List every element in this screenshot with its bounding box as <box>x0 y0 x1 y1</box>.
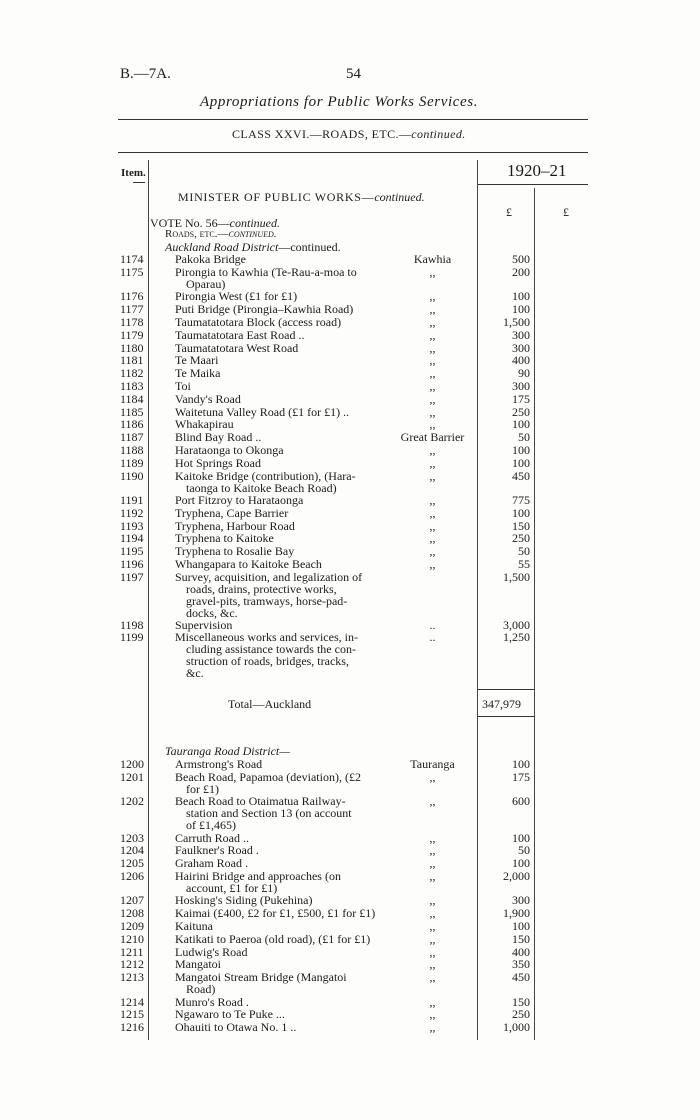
item-amount: 55 <box>518 557 530 571</box>
item-amount: 175 <box>512 392 530 406</box>
item-description <box>175 470 390 494</box>
item-number: 1212 <box>120 957 144 971</box>
item-number: 1183 <box>120 379 144 393</box>
item-description-line: Port Fitzroy to Harataonga <box>175 493 304 507</box>
item-description-line: Mangatoi <box>175 957 221 971</box>
item-number: 1191 <box>120 493 144 507</box>
item-locality: ,, <box>429 770 436 784</box>
year-head-rule <box>477 184 588 185</box>
item-description-line: Munro's Road . <box>175 995 249 1009</box>
page-number: 54 <box>346 66 361 82</box>
total-label: Total—Auckland <box>228 697 312 711</box>
item-description-line: Carruth Road .. <box>175 831 249 845</box>
item-number: 1186 <box>120 417 144 431</box>
header-rule <box>118 119 588 120</box>
item-locality: ,, <box>429 302 436 316</box>
item-number: 1200 <box>120 757 144 771</box>
item-description-continuation: struction of roads, bridges, tracks, <box>186 654 349 668</box>
item-number: 1176 <box>120 289 144 303</box>
item-description-continuation: of £1,465) <box>186 818 236 832</box>
item-number: 1204 <box>120 843 144 857</box>
item-description-continuation: taonga to Kaitoke Beach Road) <box>186 481 337 495</box>
item-locality: Great Barrier <box>400 430 465 444</box>
item-number: 1178 <box>120 315 144 329</box>
item-description-line: Blind Bay Road .. <box>175 430 262 444</box>
item-locality: ,, <box>429 328 436 342</box>
item-description <box>175 631 390 679</box>
item-description <box>175 418 390 430</box>
item-description-line: Taumatatotara East Road .. <box>175 328 305 342</box>
item-description <box>175 303 390 315</box>
item-description <box>175 545 390 557</box>
item-description <box>175 907 390 919</box>
item-description <box>175 253 390 265</box>
item-description-continuation: gravel-pits, tramways, horse-pad- <box>186 594 348 608</box>
item-locality: ,, <box>429 906 436 920</box>
total-amount: 347,979 <box>482 697 521 711</box>
item-description-continuation: cluding assistance towards the con- <box>186 642 356 656</box>
item-number: 1194 <box>120 531 144 545</box>
item-number: 1181 <box>120 353 144 367</box>
item-description <box>175 771 390 795</box>
item-description-line: Ohauiti to Otawa No. 1 .. <box>175 1020 297 1034</box>
item-description-line: Faulkner's Road . <box>175 843 259 857</box>
item-number: 1201 <box>120 770 144 784</box>
item-locality: ,, <box>429 341 436 355</box>
item-number: 1209 <box>120 919 144 933</box>
item-amount: 400 <box>512 353 530 367</box>
item-number: 1180 <box>120 341 144 355</box>
item-description-line: Tryphena to Rosalie Bay <box>175 544 295 558</box>
item-description <box>175 316 390 328</box>
item-number: 1192 <box>120 506 144 520</box>
item-locality: ,, <box>429 469 436 483</box>
item-description <box>175 354 390 366</box>
item-amount: 775 <box>512 493 530 507</box>
item-description <box>175 444 390 456</box>
item-description <box>175 431 390 443</box>
item-amount: 100 <box>512 757 530 771</box>
item-amount: 150 <box>512 519 530 533</box>
item-description-line: Mangatoi Stream Bridge (Mangatoi <box>175 970 347 984</box>
item-locality: ,, <box>429 1007 436 1021</box>
item-description <box>175 494 390 506</box>
item-number: 1179 <box>120 328 144 342</box>
class-heading: CLASS XXVI.—ROADS, ETC.—continued. <box>232 127 466 141</box>
item-description-line: Kaimai (£400, £2 for £1, £500, £1 for £1) <box>175 906 376 920</box>
item-locality: ,, <box>429 315 436 329</box>
item-description-continuation: for £1) <box>186 782 219 796</box>
item-amount: 3,000 <box>503 618 530 632</box>
item-description <box>175 507 390 519</box>
item-amount: 2,000 <box>503 869 530 883</box>
item-number: 1185 <box>120 405 144 419</box>
item-description-line: Katikati to Paeroa (old road), (£1 for £1) <box>175 932 371 946</box>
item-description-line: Graham Road . <box>175 856 248 870</box>
item-locality: ,, <box>429 417 436 431</box>
item-description-line: Tryphena, Harbour Road <box>175 519 295 533</box>
page-title: Appropriations for Public Works Services. <box>200 94 479 110</box>
item-description <box>175 844 390 856</box>
item-locality: ,, <box>429 1020 436 1034</box>
item-description-line: Miscellaneous works and services, in- <box>175 630 358 644</box>
item-number: 1197 <box>120 570 144 584</box>
item-locality: Tauranga <box>410 757 455 771</box>
item-description-line: Ludwig's Road <box>175 945 248 959</box>
item-locality: ,, <box>429 443 436 457</box>
item-amount: 100 <box>512 831 530 845</box>
item-description-continuation: Road) <box>186 982 216 996</box>
item-description-line: Te Maika <box>175 366 221 380</box>
pound-sign-left: £ <box>506 205 512 219</box>
item-column-rule <box>148 160 149 1040</box>
item-locality: ,, <box>429 392 436 406</box>
item-number: 1208 <box>120 906 144 920</box>
item-description <box>175 894 390 906</box>
year-column-header: 1920–21 <box>507 161 567 180</box>
item-number: 1198 <box>120 618 144 632</box>
item-locality: ,, <box>429 456 436 470</box>
item-locality: ,, <box>429 869 436 883</box>
item-amount: 100 <box>512 443 530 457</box>
item-locality: ,, <box>429 932 436 946</box>
item-amount: 400 <box>512 945 530 959</box>
item-amount: 200 <box>512 265 530 279</box>
total-top-rule <box>477 689 534 690</box>
item-description-continuation: station and Section 13 (on account <box>186 806 352 820</box>
item-description-line: Taumatatotara Block (access road) <box>175 315 342 329</box>
item-description-line: Hot Springs Road <box>175 456 262 470</box>
item-description-line: Te Maari <box>175 353 219 367</box>
item-description-continuation: roads, drains, protective works, <box>186 582 337 596</box>
item-description-line: Armstrong's Road <box>175 757 263 771</box>
item-amount: 250 <box>512 531 530 545</box>
item-number: 1177 <box>120 302 144 316</box>
item-amount: 1,900 <box>503 906 530 920</box>
amount-column-right-rule <box>534 188 535 1040</box>
roads-heading: Roads, etc.—continued. <box>165 228 277 240</box>
item-description-continuation: docks, &c. <box>186 606 238 620</box>
item-locality: ,, <box>429 366 436 380</box>
item-amount: 250 <box>512 1007 530 1021</box>
item-amount: 350 <box>512 957 530 971</box>
item-amount: 300 <box>512 328 530 342</box>
item-description-line: Supervision <box>175 618 233 632</box>
item-number: 1213 <box>120 970 144 984</box>
item-locality: ,, <box>429 353 436 367</box>
item-number: 1216 <box>120 1020 144 1034</box>
item-description <box>175 380 390 392</box>
item-locality: Kawhia <box>413 252 452 266</box>
item-description-line: Tryphena, Cape Barrier <box>175 506 289 520</box>
item-number: 1193 <box>120 519 144 533</box>
item-description <box>175 457 390 469</box>
item-locality: ,, <box>429 379 436 393</box>
item-description <box>175 870 390 894</box>
item-description <box>175 393 390 405</box>
item-description <box>175 795 390 831</box>
item-number: 1215 <box>120 1007 144 1021</box>
item-amount: 100 <box>512 506 530 520</box>
item-number: 1182 <box>120 366 144 380</box>
item-description <box>175 933 390 945</box>
item-amount: 175 <box>512 770 530 784</box>
total-bottom-rule <box>477 716 534 717</box>
item-description-line: Puti Bridge (Pirongia–Kawhia Road) <box>175 302 354 316</box>
item-description <box>175 758 390 770</box>
item-amount: 300 <box>512 893 530 907</box>
item-amount: 250 <box>512 405 530 419</box>
item-number: 1207 <box>120 893 144 907</box>
item-description <box>175 920 390 932</box>
item-description <box>175 857 390 869</box>
item-amount: 1,500 <box>503 570 530 584</box>
item-number: 1214 <box>120 995 144 1009</box>
amount-column-left-rule <box>477 160 478 1040</box>
item-description-line: Hosking's Siding (Pukehina) <box>175 893 313 907</box>
item-locality: ,, <box>429 893 436 907</box>
pound-sign-right: £ <box>563 205 569 219</box>
item-locality: .. <box>429 618 436 632</box>
item-locality: ,, <box>429 919 436 933</box>
item-description-line: Kaitoke Bridge (contribution), (Hara- <box>175 469 356 483</box>
item-locality: ,, <box>429 405 436 419</box>
item-description <box>175 367 390 379</box>
item-amount: 50 <box>518 544 530 558</box>
item-locality: ,, <box>429 493 436 507</box>
document-reference: B.—7A. <box>120 66 171 82</box>
item-number: 1196 <box>120 557 144 571</box>
item-column-header: Item. <box>121 167 146 179</box>
item-number: 1174 <box>120 252 144 266</box>
item-locality: ,, <box>429 843 436 857</box>
item-number: 1189 <box>120 456 144 470</box>
item-amount: 50 <box>518 843 530 857</box>
item-amount: 100 <box>512 919 530 933</box>
item-description <box>175 958 390 970</box>
item-amount: 100 <box>512 417 530 431</box>
item-locality: ,, <box>429 831 436 845</box>
item-number: 1187 <box>120 430 144 444</box>
item-amount: 90 <box>518 366 530 380</box>
item-description-continuation: Oparau) <box>186 277 226 291</box>
item-number: 1190 <box>120 469 144 483</box>
item-number: 1210 <box>120 932 144 946</box>
item-description-line: Beach Road to Otaimatua Railway- <box>175 794 346 808</box>
item-description-line: Whangapara to Kaitoke Beach <box>175 557 322 571</box>
item-number: 1199 <box>120 630 144 644</box>
item-locality: ,, <box>429 519 436 533</box>
item-description-continuation: account, £1 for £1) <box>186 881 278 895</box>
item-number: 1188 <box>120 443 144 457</box>
item-description-line: Hairini Bridge and approaches (on <box>175 869 341 883</box>
item-description-line: Pirongia to Kawhia (Te-Rau-a-moa to <box>175 265 357 279</box>
item-locality: ,, <box>429 557 436 571</box>
item-description-line: Taumatatotara West Road <box>175 341 299 355</box>
item-description <box>175 1008 390 1020</box>
auckland-district-heading: Auckland Road District—continued. <box>165 240 341 254</box>
item-number: 1202 <box>120 794 144 808</box>
item-locality: ,, <box>429 544 436 558</box>
item-description-line: Survey, acquisition, and legalization of <box>175 570 363 584</box>
item-number: 1211 <box>120 945 144 959</box>
item-locality: .. <box>429 630 436 644</box>
item-locality: ,, <box>429 794 436 808</box>
item-description-line: Whakapirau <box>175 417 234 431</box>
item-number: 1175 <box>120 265 144 279</box>
item-amount: 450 <box>512 469 530 483</box>
item-locality: ,, <box>429 970 436 984</box>
item-locality: ,, <box>429 945 436 959</box>
item-amount: 100 <box>512 456 530 470</box>
item-amount: 100 <box>512 302 530 316</box>
item-description <box>175 1021 390 1033</box>
item-description <box>175 971 390 995</box>
item-number: 1205 <box>120 856 144 870</box>
item-description-line: Harataonga to Okonga <box>175 443 284 457</box>
item-description-continuation: &c. <box>186 666 204 680</box>
minister-heading: MINISTER OF PUBLIC WORKS—continued. <box>178 190 425 204</box>
item-amount: 150 <box>512 995 530 1009</box>
item-locality: ,, <box>429 995 436 1009</box>
item-locality: ,, <box>429 506 436 520</box>
item-number: 1195 <box>120 544 144 558</box>
item-description <box>175 532 390 544</box>
table-top-rule <box>118 152 588 153</box>
item-amount: 100 <box>512 856 530 870</box>
item-description-line: Pirongia West (£1 for £1) <box>175 289 298 303</box>
item-amount: 1,250 <box>503 630 530 644</box>
item-locality: ,, <box>429 856 436 870</box>
item-description <box>175 558 390 570</box>
item-number: 1184 <box>120 392 144 406</box>
item-locality: ,, <box>429 531 436 545</box>
item-description <box>175 571 390 619</box>
item-description-line: Kaituna <box>175 919 213 933</box>
tauranga-district-heading: Tauranga Road District— <box>165 744 290 758</box>
item-description-line: Vandy's Road <box>175 392 241 406</box>
item-amount: 100 <box>512 289 530 303</box>
item-head-underline <box>133 182 145 183</box>
item-description-line: Beach Road, Papamoa (deviation), (£2 <box>175 770 361 784</box>
item-description-line: Tryphena to Kaitoke <box>175 531 274 545</box>
item-description <box>175 329 390 341</box>
item-amount: 500 <box>512 252 530 266</box>
item-description-line: Pakoka Bridge <box>175 252 246 266</box>
item-locality: ,, <box>429 289 436 303</box>
item-amount: 300 <box>512 379 530 393</box>
item-amount: 600 <box>512 794 530 808</box>
item-amount: 1,000 <box>503 1020 530 1034</box>
item-description-line: Toi <box>175 379 191 393</box>
item-amount: 450 <box>512 970 530 984</box>
item-locality: ,, <box>429 957 436 971</box>
item-number: 1203 <box>120 831 144 845</box>
item-description <box>175 266 390 290</box>
vote-heading: VOTE No. 56—continued. <box>150 216 280 230</box>
item-amount: 50 <box>518 430 530 444</box>
item-amount: 1,500 <box>503 315 530 329</box>
item-number: 1206 <box>120 869 144 883</box>
item-locality: ,, <box>429 265 436 279</box>
item-amount: 300 <box>512 341 530 355</box>
item-description-line: Ngawaro to Te Puke ... <box>175 1007 285 1021</box>
item-description <box>175 290 390 302</box>
item-amount: 150 <box>512 932 530 946</box>
item-description-line: Waitetuna Valley Road (£1 for £1) .. <box>175 405 350 419</box>
